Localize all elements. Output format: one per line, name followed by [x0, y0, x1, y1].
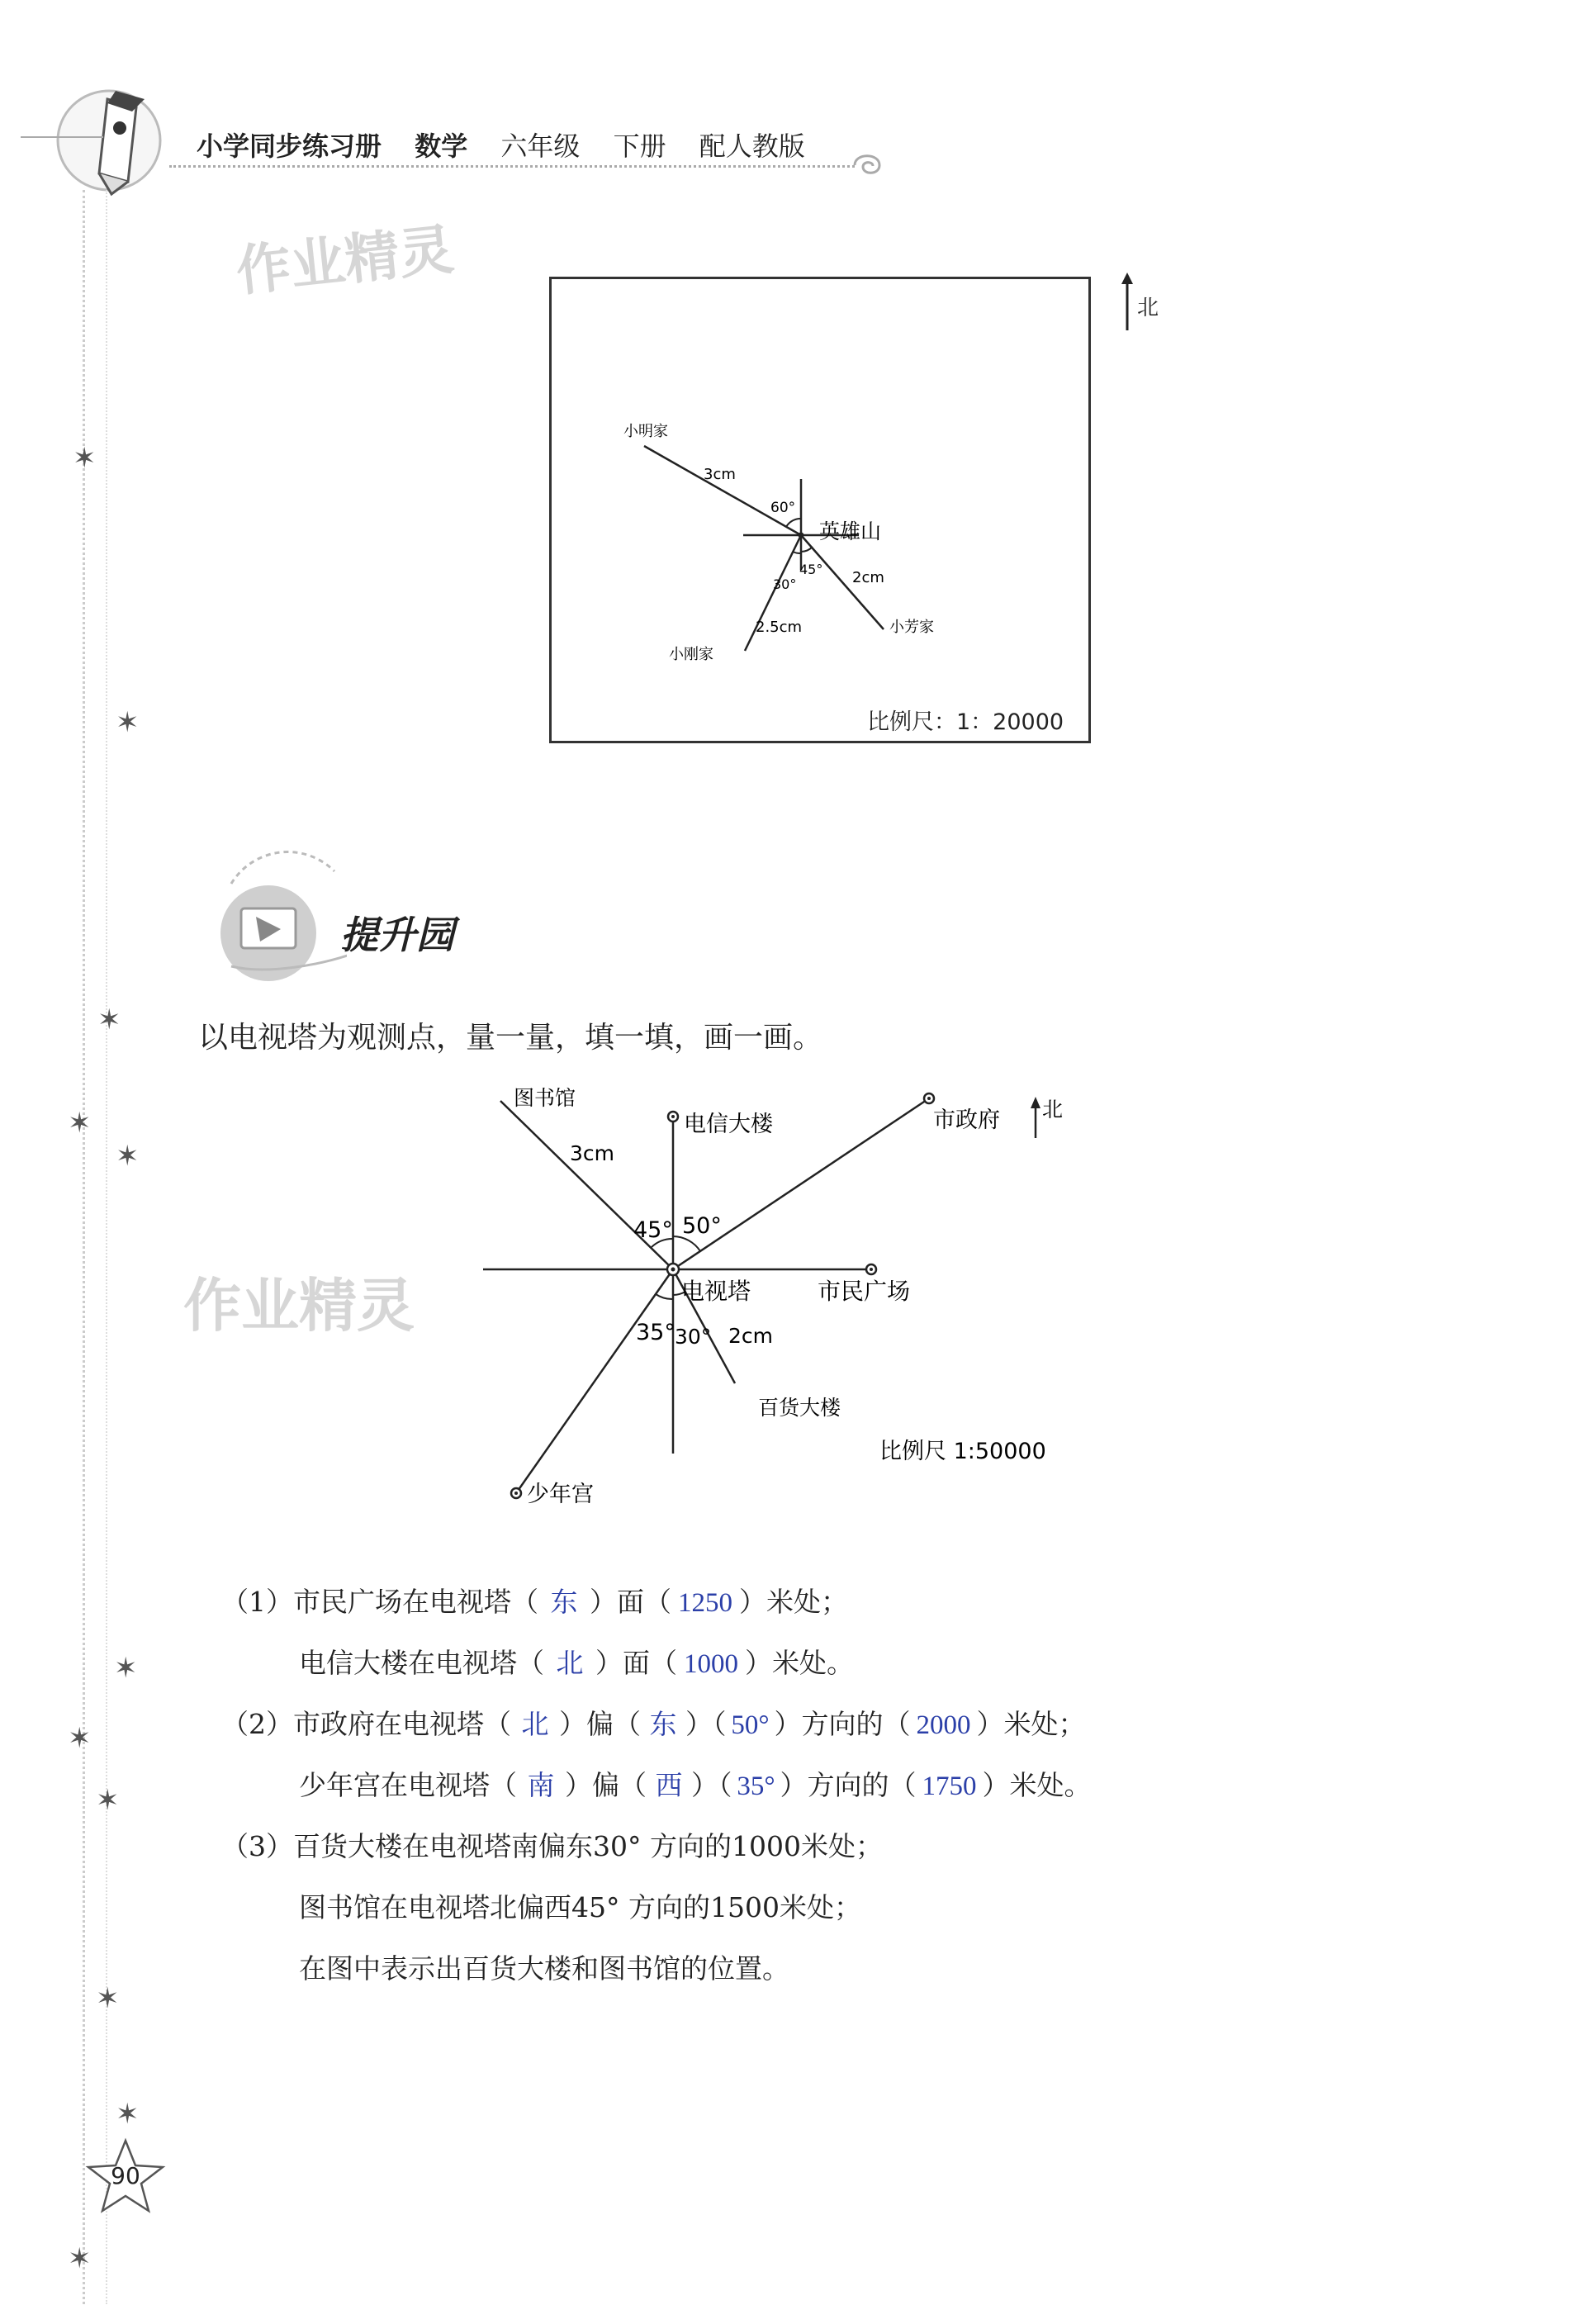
header-edition: 配人教版 [699, 130, 805, 162]
map1-place-label: 小刚家 [669, 646, 713, 663]
q1-line-b: 电信大楼在电视塔（ 北 ）面（ 1000 ）米处。 [299, 1642, 854, 1681]
answer-field[interactable]: 50° [731, 1710, 770, 1740]
q3-line-2: 图书馆在电视塔北偏西45° 方向的1500米处； [299, 1891, 861, 1923]
map2-place-label: 市民广场 [818, 1278, 911, 1305]
map2-north-arrow-icon [1031, 1097, 1040, 1108]
star-icon: ✶ [68, 1107, 92, 1140]
map1-distance-label: 2.5cm [756, 619, 803, 636]
map1-scale: 比例尺：1：20000 [867, 709, 1064, 735]
margin-line [83, 190, 85, 2304]
watermark: 作业精灵 [233, 217, 457, 304]
section-badge-icon [198, 851, 347, 991]
watermark: 作业精灵 [183, 1272, 415, 1340]
q1-number: （1） [221, 1586, 293, 1618]
star-icon: ✶ [116, 2098, 140, 2131]
map2-distance-label: 3cm [570, 1141, 615, 1165]
map2-place-label: 图书馆 [514, 1086, 576, 1110]
answer-field[interactable]: 西 [655, 1771, 683, 1801]
q1-line-a: （1）市民广场在电视塔（ 东 ）面（ 1250 ）米处； [221, 1581, 848, 1620]
map1-angle-label: 45° [799, 562, 823, 577]
map1-place-label: 小芳家 [889, 619, 934, 636]
answer-field[interactable]: 2000 [916, 1710, 971, 1740]
header-rule [169, 165, 855, 168]
map2-center-label: 电视塔 [681, 1278, 751, 1305]
header-swirl-icon [851, 149, 884, 182]
map1-distance-label: 3cm [704, 466, 736, 483]
star-icon: ✶ [96, 1982, 120, 2015]
answer-field[interactable]: 35° [737, 1771, 775, 1801]
map2-diagram [471, 1065, 1082, 1511]
section-instruction: 以电视塔为观测点，量一量，填一填，画一画。 [198, 1021, 823, 1055]
answer-field[interactable]: 1000 [684, 1649, 738, 1679]
star-icon: ✶ [116, 706, 140, 739]
map1-angle-label: 30° [773, 576, 797, 592]
star-icon: ✶ [97, 1003, 121, 1036]
map1-diagram [611, 413, 950, 677]
map2-angle-label: 35° [636, 1320, 675, 1345]
answer-field[interactable]: 东 [649, 1710, 677, 1740]
answer-field[interactable]: 1750 [922, 1771, 977, 1801]
header-rule-left [21, 136, 103, 138]
map1-north-arrow-icon [1119, 271, 1135, 333]
q3-line-3: 在图中表示出百货大楼和图书馆的位置。 [299, 1952, 789, 1985]
answer-field[interactable]: 东 [550, 1588, 578, 1618]
header-subject: 数学 [415, 130, 468, 162]
map2-angle-label: 50° [682, 1213, 722, 1239]
map2-place-label: 少年宫 [527, 1482, 594, 1507]
map2-place-label: 电信大楼 [684, 1112, 773, 1137]
header [0, 0, 1588, 198]
map1-place-label: 小明家 [623, 423, 668, 440]
q2-number: （2） [221, 1708, 293, 1740]
answer-field[interactable]: 1250 [678, 1588, 732, 1618]
q2-line-a: （2）市政府在电视塔（ 北 ）偏（ 东 ）（ 50° ）方向的（ 2000 ）米处； [221, 1703, 1086, 1742]
map1-angle-label: 60° [770, 500, 796, 516]
map2-place-label: 百货大楼 [758, 1396, 841, 1420]
q2-line-b: 少年宫在电视塔（ 南 ）偏（ 西 ）（ 35° ）方向的（ 1750 ）米处。 [299, 1764, 1092, 1803]
map1-center-label: 英雄山 [819, 519, 882, 543]
star-icon: ✶ [73, 442, 97, 475]
star-icon: ✶ [68, 1722, 92, 1755]
map2-north-label: 北 [1042, 1098, 1064, 1122]
answer-field[interactable]: 南 [527, 1771, 555, 1801]
map2-angle-label: 45° [633, 1217, 673, 1243]
map2-angle-label: 30° [675, 1325, 712, 1349]
answer-field[interactable]: 北 [521, 1710, 549, 1740]
map2-distance-label: 2cm [728, 1324, 774, 1348]
star-icon: ✶ [114, 1652, 138, 1685]
star-icon: ✶ [68, 2242, 92, 2275]
header-volume: 下册 [613, 130, 666, 162]
q3-line-1: （3）百货大楼在电视塔南偏东30° 方向的1000米处； [221, 1830, 883, 1862]
q3-number: （3） [221, 1830, 293, 1862]
map1-distance-label: 2cm [852, 569, 884, 586]
section-title: 提升园 [340, 913, 454, 957]
map2-scale: 比例尺 1:50000 [879, 1439, 1046, 1464]
page-number: 90 [111, 2162, 140, 2189]
answer-field[interactable]: 北 [556, 1649, 584, 1679]
map2-place-label: 市政府 [933, 1107, 1000, 1133]
header-book-title: 小学同步练习册 [197, 130, 382, 162]
header-grade: 六年级 [500, 130, 581, 162]
star-icon: ✶ [116, 1140, 140, 1173]
star-icon: ✶ [96, 1784, 120, 1817]
map1-north-label: 北 [1137, 296, 1159, 320]
